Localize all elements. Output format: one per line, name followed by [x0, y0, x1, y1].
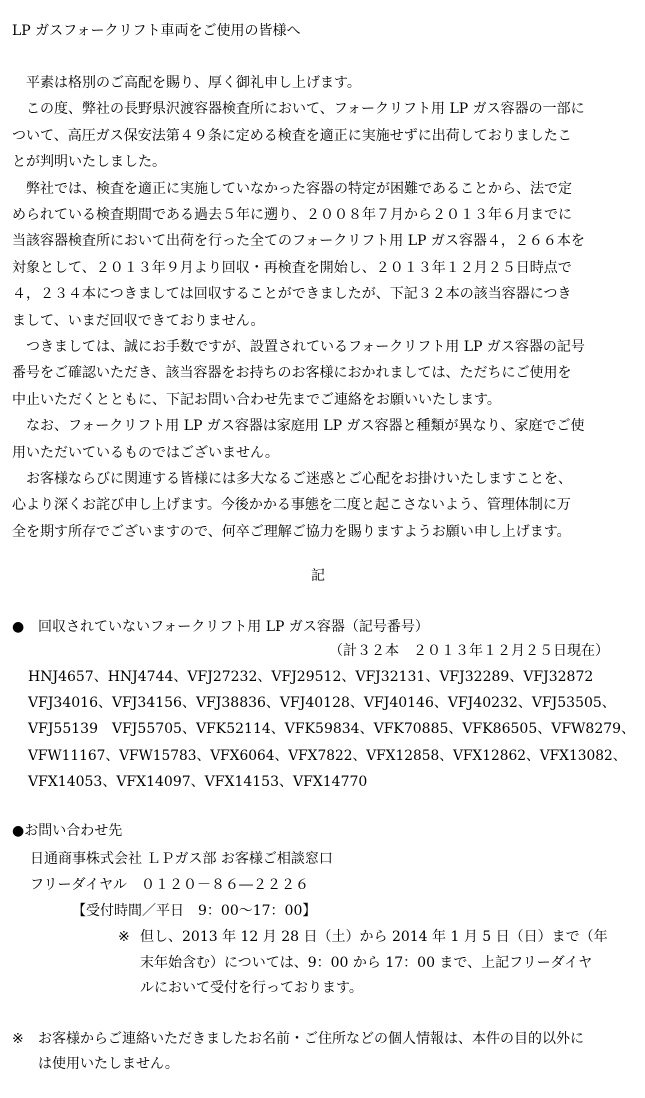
body-line: 心より深くお詫び申し上げます。今後かかる事態を二度と起こさないよう、管理体制に万: [12, 497, 571, 514]
bullet-icon: ●: [12, 619, 25, 635]
body-line: 全を期す所存でございますので、何卒ご理解ご協力を賜りますようお願い申し上げます。: [12, 523, 571, 540]
body-line: 当該容器検査所において出荷を行った全てのフォークリフト用 LP ガス容器４，２６６本を: [12, 233, 585, 250]
serial-number-line: VFX14053、VFX14097、VFX14153、VFX14770: [28, 773, 368, 790]
company-name: 日通商事株式会社 ＬＰガス部 お客様ご相談窓口: [30, 851, 333, 867]
privacy-mark: ※: [12, 1031, 24, 1047]
holiday-note-line: 但し、2013 年 12 月 28 日（土）から 2014 年 1 月 5 日（日）まで（年: [140, 929, 608, 945]
body-line: ついて、高圧ガス保安法第４９条に定める検査を適正に実施せずに出荷しておりましたこ: [12, 127, 572, 144]
contact-heading: ●お問い合わせ先: [12, 823, 123, 839]
body-line: とが判明いたしました。: [12, 154, 166, 171]
body-line: められている検査期間である過去５年に遡り、２００８年７月から２０１３年６月までに: [12, 207, 572, 223]
body-line: 弊社では、検査を適正に実施していなかった容器の特定が困難であることから、法で定: [12, 180, 572, 197]
holiday-note-line: ルにおいて受付を行っております。: [140, 980, 363, 996]
privacy-note-line: は使用いたしません。: [38, 1056, 179, 1072]
body-line: 中止いただくとともに、下記お問い合わせ先までご連絡をお願いいたします。: [12, 391, 501, 408]
freedial-number: フリーダイヤル ０１２０－８６―２２２６: [30, 877, 310, 893]
body-line: 平素は格別のご高配を賜り、厚く御礼申し上げます。: [12, 75, 361, 91]
serial-number-line: VFW11167、VFW15783、VFX6064、VFX7822、VFX12858、VFX12862、VFX13082、: [28, 747, 627, 764]
body-line: 用いただいているものではございません。: [12, 444, 279, 461]
body-line: 番号をご確認いただき、該当容器をお持ちのお客様におかれましては、ただちにご使用を: [12, 365, 572, 382]
serial-number-line: VFJ34016、VFJ34156、VFJ38836、VFJ40128、VFJ40146、VFJ40232、VFJ53505、: [28, 695, 616, 712]
count-note: （計３２本 ２０１３年１２月２５日現在）: [329, 643, 609, 659]
holiday-note-line: 末年始含む）については、9：00 から 17：00 まで、上記フリーダイヤ: [140, 954, 593, 971]
notice-title: LP ガスフォークリフト車両をご使用の皆様へ: [12, 23, 301, 39]
body-line: この度、弊社の長野県沢渡容器検査所において、フォークリフト用 LP ガス容器の一部に: [12, 101, 585, 118]
body-line: なお、フォークリフト用 LP ガス容器は家庭用 LP ガス容器と種類が異なり、家庭でご使: [12, 418, 585, 435]
note-mark: ※: [118, 929, 130, 945]
privacy-note-line: お客様からご連絡いただきましたお名前・ご住所などの個人情報は、本件の目的以外に: [38, 1031, 584, 1047]
reception-hours: 【受付時間／平日 9：00～17：00】: [72, 903, 317, 919]
serial-number-line: HNJ4657、HNJ4744、VFJ27232、VFJ29512、VFJ32131、VFJ32289、VFJ32872: [28, 669, 594, 685]
serial-number-line: VFJ55139 VFJ55705、VFK52114、VFK59834、VFK70885、VFK86505、VFW8279、: [28, 721, 636, 738]
ki-heading: 記: [311, 568, 325, 584]
unrecovered-heading: 回収されていないフォークリフト用 LP ガス容器（記号番号）: [38, 619, 429, 635]
body-line: 対象として、２０１３年９月より回収・再検査を開始し、２０１３年１２月２５日時点で: [12, 259, 572, 276]
body-line: お客様ならびに関連する皆様には多大なるご迷惑とご心配をお掛けいたしますことを、: [12, 471, 572, 487]
body-line: ４，２３４本につきましては回収することができましたが、下記３２本の該当容器につき: [12, 286, 572, 303]
body-line: まして、いまだ回収できておりません。: [12, 312, 265, 329]
body-line: つきましては、誠にお手数ですが、設置されているフォークリフト用 LP ガス容器の記号: [12, 339, 585, 355]
